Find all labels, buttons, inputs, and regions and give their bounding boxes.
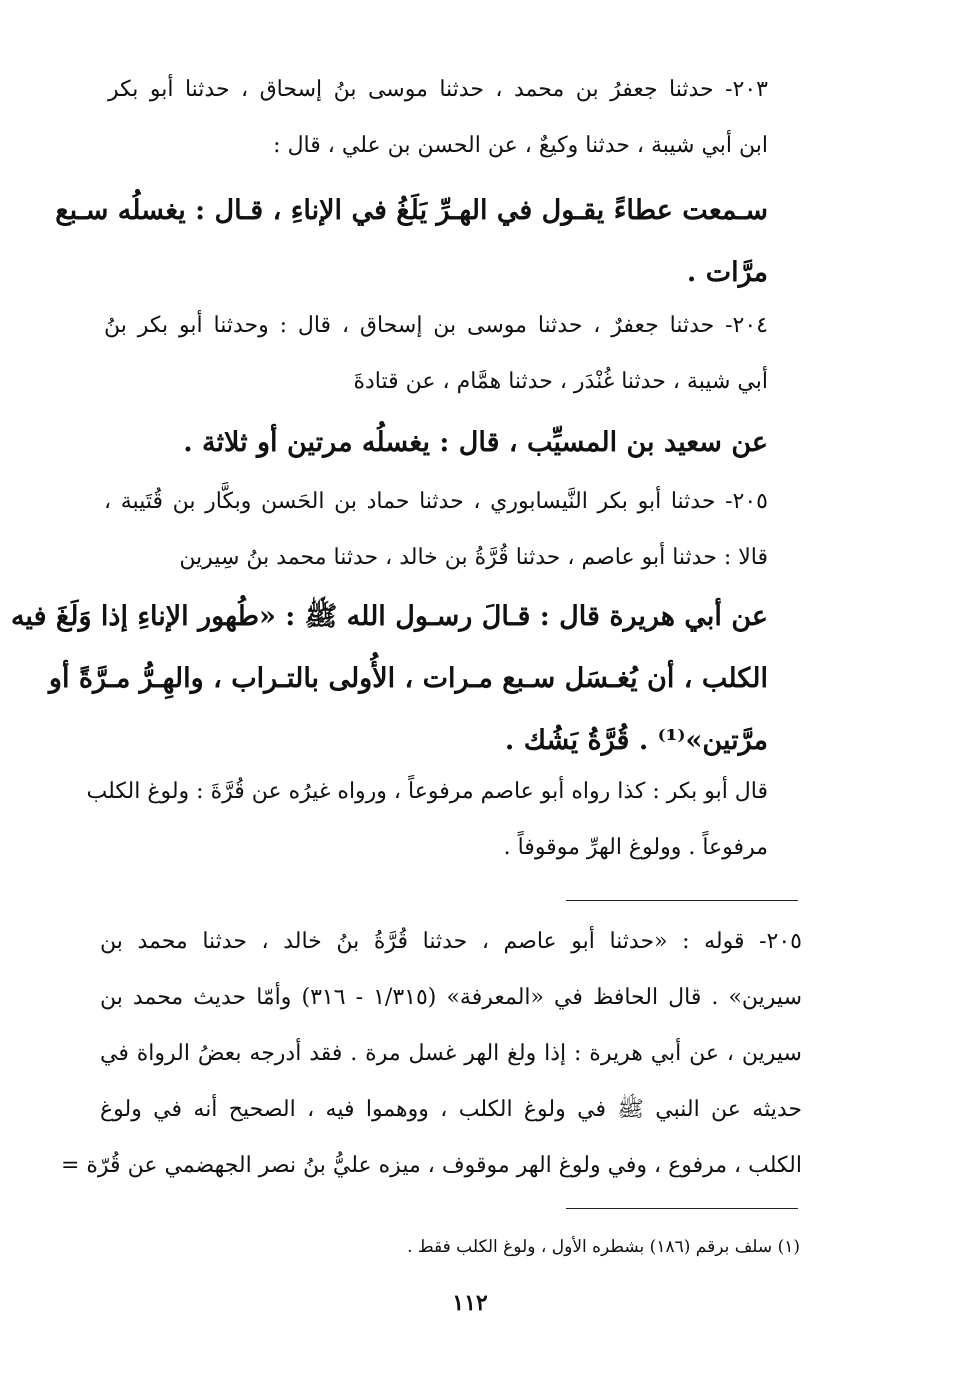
footnote-text: (١) سلف برقم (١٨٦) بشطره الأول ، ولوغ الكلب فقط . [407, 1237, 800, 1257]
text-line: ٢٠٥- حدثنا أبو بكر النَّيسابوري ، حدثنا حماد بن الحَسن وبكَّار بن قُتَيبة ، [104, 489, 768, 514]
text-line: مرفوعاً . وولوغ الهرِّ موقوفاً . [503, 835, 768, 860]
text-line: أبي شيبة ، حدثنا غُنْدَر ، حدثنا همَّام ، عن قتادةَ [353, 369, 768, 394]
text-line: مرَّات . [686, 257, 768, 288]
text-line: سيرين» . قال الحافظ في «المعرفة» (١/٣١٥ - ٣١٦) وأمّا حديث محمد بن [100, 985, 803, 1010]
footnote-separator [566, 1208, 798, 1209]
text-line: سيرين ، عن أبي هريرة : إذا ولغ الهر غسل مرة . فقد أدرجه بعضُ الرواة في [100, 1041, 802, 1066]
footnote [300, 1232, 800, 1262]
text-line: ٢٠٤- حدثنا جعفرٌ ، حدثنا موسى بن إسحاق ، قال : وحدثنا أبو بكر بنُ [104, 313, 768, 338]
hadith-205-matn [10, 586, 768, 772]
text-line: قالا : حدثنا أبو عاصم ، حدثنا قُرَّةُ بن خالد ، حدثنا محمد بنُ سِيرين [179, 545, 768, 570]
text-line: قال أبو بكر : كذا رواه أبو عاصم مرفوعاً ، ورواه غيرُه عن قُرَّةَ : ولوغ الكلب [86, 779, 768, 804]
text-line: ابن أبي شيبة ، حدثنا وكيعٌ ، عن الحسن بن علي ، قال : [273, 133, 768, 158]
page-number: ١١٢ [452, 1290, 488, 1316]
hadith-205-comment [86, 764, 768, 876]
hadith-204-matn [104, 412, 768, 474]
text-line: مرَّتين»⁽¹⁾ . قُرَّةُ يَشُك . [504, 725, 768, 756]
text-line: سـمعت عطاءً يقـول في الهـرِّ يَلَغُ في الإناءِ ، قـال : يغسلُه سـبع [55, 195, 768, 226]
hadith-203-matn [55, 180, 768, 304]
commentary-205 [60, 914, 803, 1194]
hadith-205-isnad [104, 474, 768, 586]
text-line: عن سعيد بن المسيِّب ، قال : يغسلُه مرتين أو ثلاثة . [183, 427, 768, 458]
text-line: حديثه عن النبي ﷺ في ولوغ الكلب ، ووهموا فيه ، الصحيح أنه في ولوغ [100, 1097, 802, 1122]
hadith-204-isnad [104, 298, 768, 410]
separator-line [566, 900, 798, 901]
hadith-203-isnad [108, 62, 768, 174]
text-line: الكلب ، أن يُغـسَل سـبع مـرات ، الأُولى بالتـراب ، والهِـرُّ مـرَّةً أو [48, 663, 768, 694]
text-line: الكلب ، مرفوع ، وفي ولوغ الهر موقوف ، ميزه عليُّ بنُ نصر الجهضمي عن قُرّة = [60, 1153, 802, 1178]
text-line: ٢٠٣- حدثنا جعفرُ بن محمد ، حدثنا موسى بنُ إسحاق ، حدثنا أبو بكر [108, 77, 768, 102]
text-line: ٢٠٥- قوله : «حدثنا أبو عاصم ، حدثنا قُرَّةُ بنُ خالد ، حدثنا محمد بن [100, 929, 802, 954]
text-line: عن أبي هريرة قال : قـالَ رسـول الله ﷺ : «طُهور الإناءِ إذا وَلَغَ فيه [10, 601, 768, 632]
